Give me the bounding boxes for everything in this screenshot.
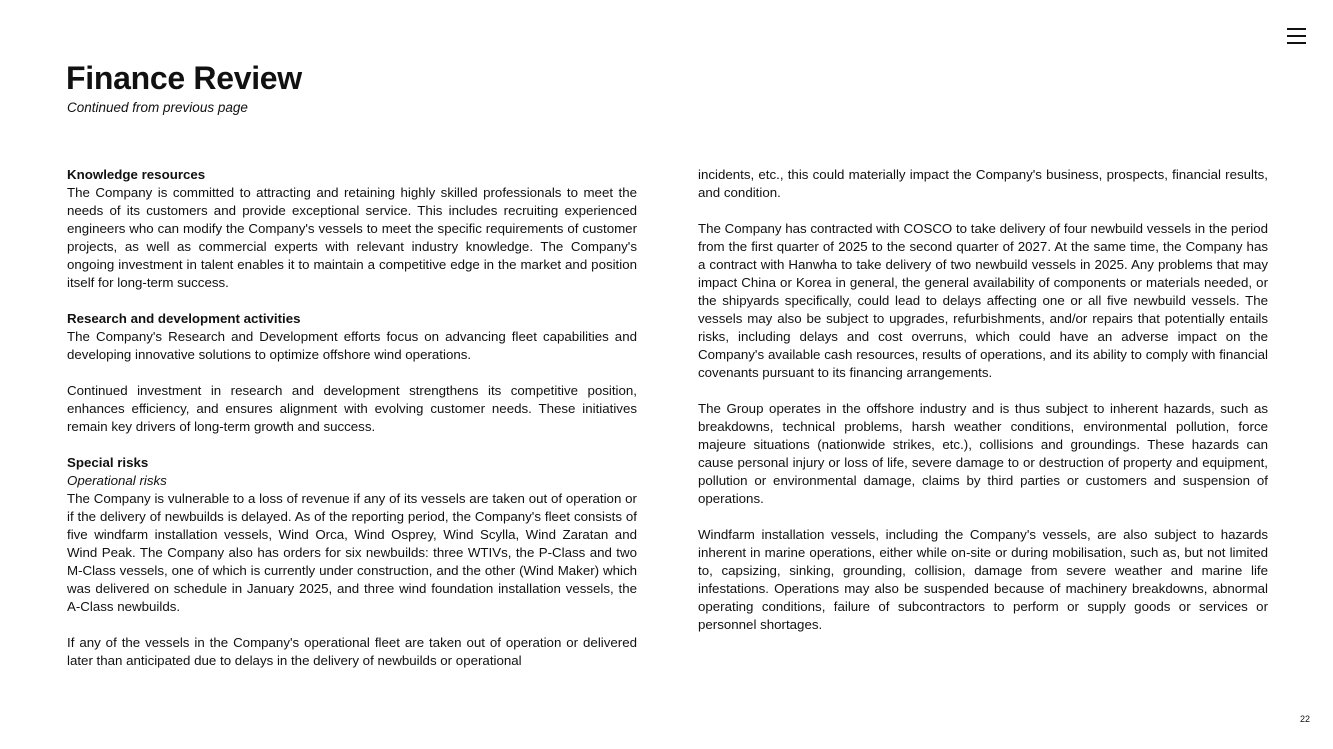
section-heading: Research and development activities <box>67 311 301 326</box>
paragraph: Windfarm installation vessels, including the Company's vessels, are also subject to hazards inherent in marine operations, either while on-site or during mobilisation, such as, but not limited to, capsizing, sinking, grounding, collision, damage from severe weather and marine life infestations. Operations may also be suspended because of machinery breakdowns, abnormal operating conditions, failure of subcontractors to perform or supply goods or services or personnel shortages. <box>698 527 1268 632</box>
page-number: 22 <box>1299 714 1310 724</box>
right-column <box>698 166 1268 634</box>
paragraph: Continued investment in research and development strengthens its competitive position, enhances efficiency, and ensures alignment with evolving customer needs. These initiatives remain key drivers of long-term growth and success. <box>67 383 637 434</box>
section-research-development <box>67 310 637 436</box>
paragraph: The Company has contracted with COSCO to take delivery of four newbuild vessels in the period from the first quarter of 2025 to the second quarter of 2027. At the same time, the Company has a contract with Hanwha to take delivery of two newbuild vessels in 2025. Any problems that may impact China or Korea in general, the general availability of components or materials needed, or the shipyards specifically, could lead to delays affecting one or all five newbuild vessels. The vessels may also be subject to upgrades, refurbishments, and/or repairs that potentially entails risks, including delays and cost overruns, which could have an adverse impact on the Company's available cash resources, results of operations, and its ability to comply with financial covenants pursuant to its financing arrangements. <box>698 221 1268 380</box>
section-knowledge-resources <box>67 166 637 292</box>
menu-bar-bottom <box>1287 42 1306 44</box>
page-title: Finance Review <box>66 60 302 96</box>
paragraph: The Company is vulnerable to a loss of revenue if any of its vessels are taken out of operation or if the delivery of newbuilds is delayed. As of the reporting period, the Company's fleet consists of five windfarm installation vessels, Wind Orca, Wind Osprey, Wind Scylla, Wind Zaratan and Wind Peak. The Company also has orders for six newbuilds: three WTIVs, the P-Class and two M-Class vessels, one of which is currently under construction, and the other (Wind Maker) which was delivered on schedule in January 2025, and three wind foundation installation vessels, the A-Class newbuilds. <box>67 491 637 614</box>
menu-bar-middle <box>1287 35 1306 37</box>
section-heading: Special risks <box>67 455 149 470</box>
paragraph: The Group operates in the offshore industry and is thus subject to inherent hazards, such as breakdowns, technical problems, harsh weather conditions, environmental pollution, force majeure situations (nationwide strikes, etc.), collisions and groundings. These hazards can cause personal injury or loss of life, severe damage to or destruction of property and equipment, pollution or environmental damage, claims by third parties or customers and suspension of operations. <box>698 401 1268 506</box>
paragraph: The Company's Research and Development efforts focus on advancing fleet capabilities and developing innovative solutions to optimize offshore wind operations. <box>67 329 637 362</box>
paragraph: If any of the vessels in the Company's operational fleet are taken out of operation or delivered later than anticipated due to delays in the delivery of newbuilds or operational <box>67 635 637 668</box>
hamburger-menu-icon[interactable] <box>1287 27 1306 45</box>
paragraph: incidents, etc., this could materially impact the Company's business, prospects, financial results, and condition. <box>698 167 1268 200</box>
page-subtitle: Continued from previous page <box>67 100 248 115</box>
paragraph: The Company is committed to attracting and retaining highly skilled professionals to meet the needs of its customers and provide exceptional service. This includes recruiting experienced engineers who can modify the Company's vessels to meet the specific requirements of customer projects, as well as commercial experts with relevant industry knowledge. The Company's ongoing investment in talent enables it to maintain a competitive edge in the market and position itself for long-term success. <box>67 185 637 290</box>
section-subheading: Operational risks <box>67 473 167 488</box>
section-heading: Knowledge resources <box>67 167 206 182</box>
section-special-risks <box>67 454 637 670</box>
menu-bar-top <box>1287 28 1306 30</box>
left-column <box>67 166 637 688</box>
